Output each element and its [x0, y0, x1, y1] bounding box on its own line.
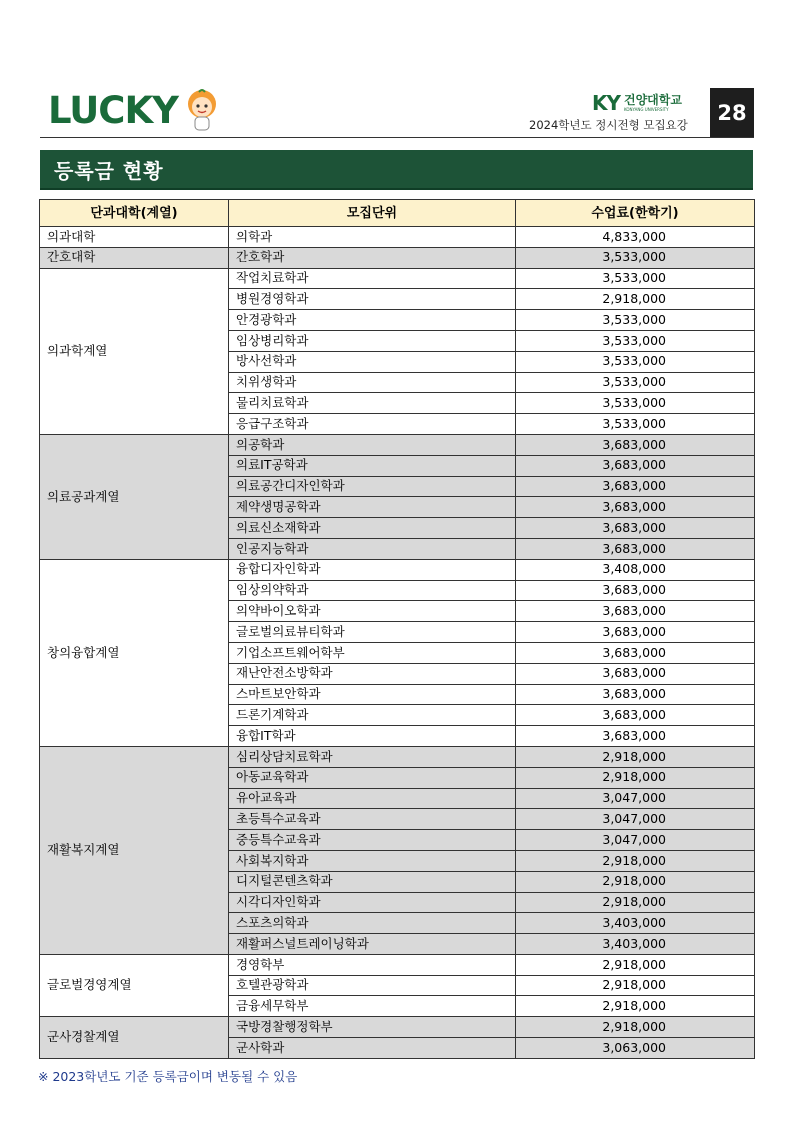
- unit-cell: 융합디자인학과: [229, 559, 516, 580]
- fee-cell: 3,533,000: [516, 393, 755, 414]
- fee-cell: 3,047,000: [516, 830, 755, 851]
- table-row: [40, 746, 755, 767]
- unit-cell: 초등특수교육과: [229, 809, 516, 830]
- fee-cell: 3,683,000: [516, 518, 755, 539]
- section-title: 등록금 현황: [40, 150, 753, 190]
- page-header: [40, 85, 754, 137]
- column-header-college: 단과대학(계열): [40, 200, 229, 227]
- fee-cell: 3,047,000: [516, 809, 755, 830]
- unit-cell: 병원경영학과: [229, 289, 516, 310]
- college-cell: 창의융합계열: [40, 559, 229, 746]
- unit-cell: 아동교육학과: [229, 767, 516, 788]
- fee-cell: 3,403,000: [516, 913, 755, 934]
- unit-cell: 의약바이오학과: [229, 601, 516, 622]
- college-cell: 의과대학: [40, 227, 229, 248]
- unit-cell: 유아교육과: [229, 788, 516, 809]
- unit-cell: 경영학부: [229, 954, 516, 975]
- table-row: [40, 227, 755, 248]
- unit-cell: 재난안전소방학과: [229, 663, 516, 684]
- fee-cell: 3,683,000: [516, 476, 755, 497]
- fee-cell: 3,683,000: [516, 642, 755, 663]
- fee-cell: 3,533,000: [516, 330, 755, 351]
- university-mark: KY: [592, 91, 620, 115]
- university-logo: [592, 91, 682, 115]
- table-row: [40, 954, 755, 975]
- fee-cell: 3,533,000: [516, 372, 755, 393]
- fee-cell: 3,063,000: [516, 1038, 755, 1059]
- fee-cell: 3,683,000: [516, 684, 755, 705]
- fee-cell: 3,683,000: [516, 663, 755, 684]
- unit-cell: 스마트보안학과: [229, 684, 516, 705]
- unit-cell: 융합IT학과: [229, 726, 516, 747]
- unit-cell: 스포츠의학과: [229, 913, 516, 934]
- fee-cell: 3,533,000: [516, 310, 755, 331]
- fee-cell: 2,918,000: [516, 975, 755, 996]
- unit-cell: 기업소프트웨어학부: [229, 642, 516, 663]
- column-header-unit: 모집단위: [229, 200, 516, 227]
- unit-cell: 중등특수교육과: [229, 830, 516, 851]
- table-row: [40, 247, 755, 268]
- unit-cell: 안경광학과: [229, 310, 516, 331]
- fee-cell: 3,683,000: [516, 538, 755, 559]
- fee-cell: 3,683,000: [516, 726, 755, 747]
- unit-cell: 국방경찰행정학부: [229, 1017, 516, 1038]
- university-name-en: KONYANG UNIVERSITY: [623, 107, 669, 112]
- unit-cell: 임상병리학과: [229, 330, 516, 351]
- fee-cell: 2,918,000: [516, 746, 755, 767]
- fee-cell: 3,533,000: [516, 247, 755, 268]
- unit-cell: 물리치료학과: [229, 393, 516, 414]
- fee-cell: 2,918,000: [516, 954, 755, 975]
- table-row: [40, 268, 755, 289]
- unit-cell: 작업치료학과: [229, 268, 516, 289]
- fee-cell: 2,918,000: [516, 1017, 755, 1038]
- fee-cell: 3,683,000: [516, 455, 755, 476]
- college-cell: 의료공과계열: [40, 434, 229, 559]
- document-subtitle: 2024학년도 정시전형 모집요강: [529, 118, 688, 132]
- fee-cell: 3,533,000: [516, 268, 755, 289]
- table-row: [40, 559, 755, 580]
- unit-cell: 의료신소재학과: [229, 518, 516, 539]
- fee-cell: 2,918,000: [516, 892, 755, 913]
- unit-cell: 응급구조학과: [229, 414, 516, 435]
- fee-cell: 3,683,000: [516, 434, 755, 455]
- fee-cell: 3,683,000: [516, 705, 755, 726]
- unit-cell: 의공학과: [229, 434, 516, 455]
- unit-cell: 금융세무학부: [229, 996, 516, 1017]
- fee-cell: 3,683,000: [516, 622, 755, 643]
- college-cell: 간호대학: [40, 247, 229, 268]
- table-header-row: [40, 200, 755, 227]
- tuition-table: [39, 199, 755, 1059]
- fee-cell: 2,918,000: [516, 871, 755, 892]
- unit-cell: 방사선학과: [229, 351, 516, 372]
- table-body: [40, 227, 755, 1059]
- fee-cell: 2,918,000: [516, 767, 755, 788]
- table-row: [40, 434, 755, 455]
- unit-cell: 군사학과: [229, 1038, 516, 1059]
- page-number: 28: [710, 88, 754, 137]
- unit-cell: 재활퍼스널트레이닝학과: [229, 934, 516, 955]
- unit-cell: 호텔관광학과: [229, 975, 516, 996]
- lucky-logo: [48, 87, 222, 133]
- unit-cell: 드론기계학과: [229, 705, 516, 726]
- fee-cell: 2,918,000: [516, 289, 755, 310]
- fee-cell: 4,833,000: [516, 227, 755, 248]
- unit-cell: 글로벌의료뷰티학과: [229, 622, 516, 643]
- fee-cell: 3,047,000: [516, 788, 755, 809]
- unit-cell: 인공지능학과: [229, 538, 516, 559]
- college-cell: 군사경찰계열: [40, 1017, 229, 1059]
- fee-cell: 3,408,000: [516, 559, 755, 580]
- mascot-icon: [182, 88, 222, 132]
- college-cell: 글로벌경영계열: [40, 954, 229, 1016]
- fee-cell: 3,403,000: [516, 934, 755, 955]
- unit-cell: 제약생명공학과: [229, 497, 516, 518]
- unit-cell: 의료IT공학과: [229, 455, 516, 476]
- unit-cell: 심리상담치료학과: [229, 746, 516, 767]
- fee-cell: 2,918,000: [516, 996, 755, 1017]
- fee-cell: 2,918,000: [516, 850, 755, 871]
- unit-cell: 치위생학과: [229, 372, 516, 393]
- lucky-logo-text: LUCKY: [48, 88, 178, 132]
- fee-cell: 3,533,000: [516, 351, 755, 372]
- university-name: 건양대학교: [623, 93, 682, 107]
- footnote: ※ 2023학년도 기준 등록금이며 변동될 수 있음: [38, 1069, 298, 1084]
- unit-cell: 의료공간디자인학과: [229, 476, 516, 497]
- column-header-fee: 수업료(한학기): [516, 200, 755, 227]
- fee-cell: 3,683,000: [516, 580, 755, 601]
- unit-cell: 디지털콘텐츠학과: [229, 871, 516, 892]
- fee-cell: 3,533,000: [516, 414, 755, 435]
- table-row: [40, 1017, 755, 1038]
- fee-cell: 3,683,000: [516, 601, 755, 622]
- unit-cell: 의학과: [229, 227, 516, 248]
- unit-cell: 간호학과: [229, 247, 516, 268]
- college-cell: 재활복지계열: [40, 746, 229, 954]
- fee-cell: 3,683,000: [516, 497, 755, 518]
- unit-cell: 사회복지학과: [229, 850, 516, 871]
- header-divider: [40, 137, 754, 138]
- unit-cell: 시각디자인학과: [229, 892, 516, 913]
- unit-cell: 임상의약학과: [229, 580, 516, 601]
- college-cell: 의과학계열: [40, 268, 229, 434]
